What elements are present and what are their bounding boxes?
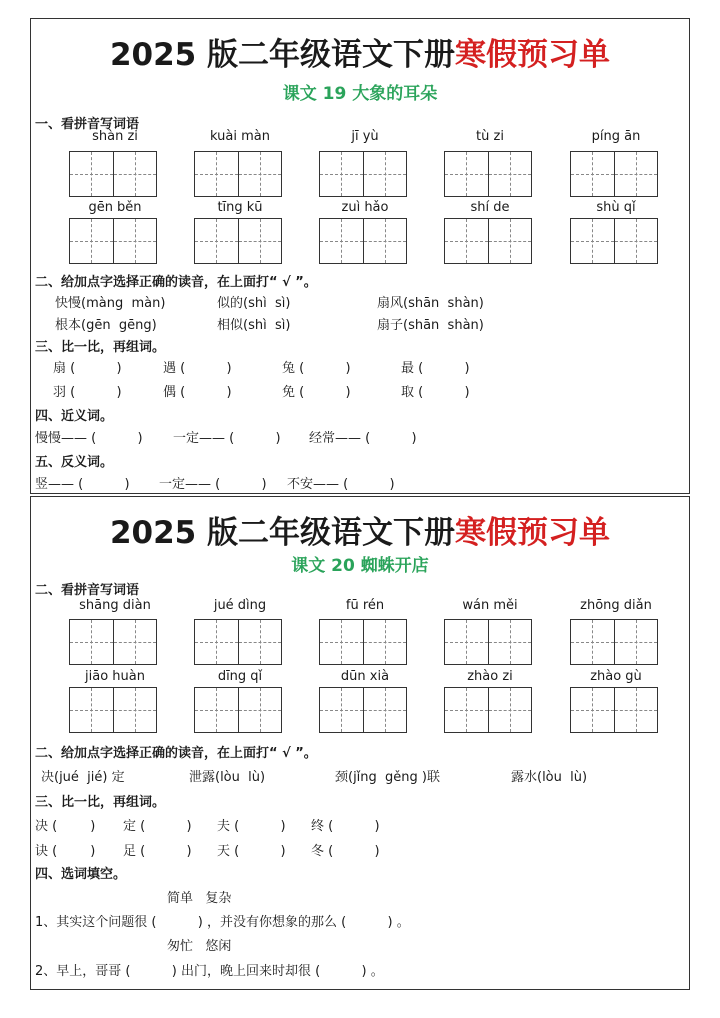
compare-item[interactable]: 扇 ( ) (53, 361, 122, 376)
reading-choice[interactable]: 露水(lòu lù) (511, 770, 588, 785)
reading-choice[interactable]: 似的(shì sì) (217, 296, 291, 311)
pinyin-label: dīng qǐ (217, 669, 263, 684)
compare-item[interactable]: 取 ( ) (401, 385, 470, 400)
compare-item[interactable]: 最 ( ) (401, 361, 470, 376)
writing-grid[interactable] (444, 218, 532, 264)
reading-choice[interactable]: 扇子(shān shàn) (377, 318, 484, 333)
antonym-item[interactable]: 一定—— ( ) (159, 477, 267, 492)
compare-item[interactable]: 终 ( ) (311, 819, 380, 834)
reading-choice[interactable]: 决(jué jié) 定 (41, 770, 125, 785)
compare-item[interactable]: 足 ( ) (123, 844, 192, 859)
pinyin-label: tīng kū (217, 200, 263, 215)
section-heading: 三、比一比，再组词。 (35, 795, 166, 810)
pinyin-label: shù qǐ (596, 200, 636, 215)
writing-grid[interactable] (319, 619, 407, 665)
writing-grid[interactable] (194, 218, 282, 264)
reading-choice[interactable]: 颈(jǐng gěng )联 (335, 770, 440, 785)
section-heading: 二、给加点字选择正确的读音，在上面打“ √ ”。 (35, 746, 317, 761)
pinyin-label: tù zi (476, 129, 504, 144)
fill-in-sentence[interactable]: 1、其实这个问题很 ( ) ，并没有你想象的那么 ( ) 。 (35, 915, 410, 930)
pinyin-label: zhōng diǎn (580, 598, 652, 613)
reading-choice[interactable]: 泄露(lòu lù) (189, 770, 266, 785)
writing-grid[interactable] (194, 151, 282, 197)
pinyin-label: gēn běn (88, 200, 142, 215)
antonym-item[interactable]: 不安—— ( ) (287, 477, 395, 492)
synonym-item[interactable]: 经常—— ( ) (309, 431, 417, 446)
writing-grid[interactable] (194, 687, 282, 733)
title-highlight: 寒假预习单 (455, 37, 611, 73)
worksheet-lesson-20 (30, 496, 690, 990)
reading-choice[interactable]: 扇风(shān shàn) (377, 296, 484, 311)
pinyin-label: jī yù (351, 129, 379, 144)
writing-grid[interactable] (444, 687, 532, 733)
pinyin-label: wán měi (462, 598, 518, 613)
pinyin-label: zhào gù (590, 669, 642, 684)
title-main: 2025 版二年级语文下册 (109, 37, 456, 73)
lesson-title: 课文 20 蜘蛛开店 (291, 556, 429, 576)
word-choices: 简单 复杂 (167, 891, 232, 906)
title-main: 2025 版二年级语文下册 (109, 515, 456, 551)
section-heading: 四、近义词。 (35, 409, 114, 424)
writing-grid[interactable] (69, 687, 157, 733)
compare-item[interactable]: 冬 ( ) (311, 844, 380, 859)
pinyin-label: dūn xià (340, 669, 390, 684)
worksheet-title (31, 29, 689, 74)
section-heading: 四、选词填空。 (35, 867, 127, 882)
pinyin-label: shāng diàn (79, 598, 151, 613)
pinyin-label: jué dìng (213, 598, 267, 613)
word-choices: 匆忙 悠闲 (167, 939, 232, 954)
writing-grid[interactable] (319, 218, 407, 264)
section-heading: 五、反义词。 (35, 455, 114, 470)
antonym-item[interactable]: 竖—— ( ) (35, 477, 130, 492)
compare-item[interactable]: 天 ( ) (217, 844, 286, 859)
compare-item[interactable]: 夫 ( ) (217, 819, 286, 834)
writing-grid[interactable] (570, 619, 658, 665)
writing-grid[interactable] (570, 218, 658, 264)
section-heading: 一、看拼音写词语 (35, 117, 140, 132)
writing-grid[interactable] (570, 151, 658, 197)
title-highlight: 寒假预习单 (455, 515, 611, 551)
writing-grid[interactable] (570, 687, 658, 733)
pinyin-label: shí de (470, 200, 510, 215)
writing-grid[interactable] (194, 619, 282, 665)
compare-item[interactable]: 决 ( ) (35, 819, 96, 834)
writing-grid[interactable] (319, 151, 407, 197)
writing-grid[interactable] (69, 619, 157, 665)
pinyin-label: zuì hǎo (341, 200, 389, 215)
writing-grid[interactable] (444, 151, 532, 197)
pinyin-label: fū rén (345, 598, 385, 613)
compare-item[interactable]: 兔 ( ) (282, 361, 351, 376)
pinyin-label: zhào zi (467, 669, 513, 684)
pinyin-label: jiāo huàn (85, 669, 145, 684)
compare-item[interactable]: 遇 ( ) (163, 361, 232, 376)
writing-grid[interactable] (69, 151, 157, 197)
compare-item[interactable]: 免 ( ) (282, 385, 351, 400)
compare-item[interactable]: 定 ( ) (123, 819, 192, 834)
worksheet-title (31, 507, 689, 552)
reading-choice[interactable]: 快慢(màng màn) (55, 296, 166, 311)
compare-item[interactable]: 偶 ( ) (163, 385, 232, 400)
writing-grid[interactable] (69, 218, 157, 264)
compare-item[interactable]: 诀 ( ) (35, 844, 96, 859)
section-heading: 三、比一比，再组词。 (35, 340, 166, 355)
reading-choice[interactable]: 相似(shì sì) (217, 318, 291, 333)
fill-in-sentence[interactable]: 2、早上，哥哥 ( ) 出门，晚上回来时却很 ( ) 。 (35, 964, 384, 979)
pinyin-label: kuài màn (210, 129, 270, 144)
lesson-title: 课文 19 大象的耳朵 (282, 84, 438, 104)
compare-item[interactable]: 羽 ( ) (53, 385, 122, 400)
worksheet-lesson-19 (30, 18, 690, 494)
synonym-item[interactable]: 一定—— ( ) (173, 431, 281, 446)
pinyin-label: píng ān (591, 129, 641, 144)
section-heading: 二、看拼音写词语 (35, 583, 140, 598)
synonym-item[interactable]: 慢慢—— ( ) (35, 431, 143, 446)
reading-choice[interactable]: 根本(gēn gēng) (55, 318, 157, 333)
writing-grid[interactable] (319, 687, 407, 733)
writing-grid[interactable] (444, 619, 532, 665)
section-heading: 二、给加点字选择正确的读音，在上面打“ √ ”。 (35, 275, 317, 290)
pinyin-label: shàn zi (92, 129, 138, 144)
